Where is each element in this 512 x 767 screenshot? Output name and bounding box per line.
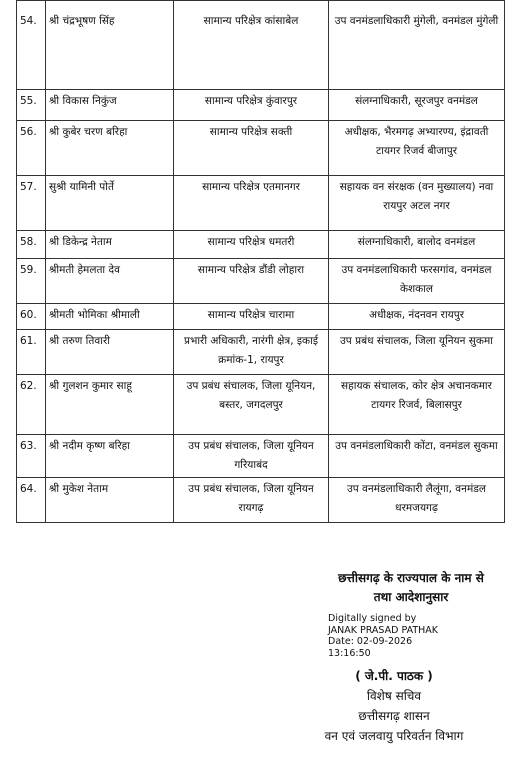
- signature-time: 13:16:50: [328, 647, 371, 659]
- new-posting: उप वनमंडलाधिकारी मुंगेली, वनमंडल मुंगेली: [329, 1, 505, 90]
- employee-name: श्री चंद्रभूषण सिंह: [46, 1, 174, 90]
- new-posting: सहायक संचालक, कोर क्षेत्र अचानकमार टायगर रिजर्व, बिलासपुर: [329, 375, 505, 435]
- signature-line-2: JANAK PRASAD PATHAK: [328, 624, 439, 636]
- table-row: [17, 330, 505, 375]
- row-number: 55.: [17, 90, 46, 121]
- current-posting: प्रभारी अधिकारी, नारंगी क्षेत्र, इकाई क्रमांक-1, रायपुर: [174, 330, 329, 375]
- table-row: [17, 176, 505, 231]
- row-number: 57.: [17, 176, 46, 231]
- new-posting: उप प्रबंध संचालक, जिला यूनियन सुकमा: [329, 330, 505, 375]
- transfer-table-body: [17, 1, 505, 523]
- table-row: [17, 259, 505, 304]
- current-posting: सामान्य परिक्षेत्र चारामा: [174, 304, 329, 330]
- employee-name: श्रीमती भोमिका श्रीमाली: [46, 304, 174, 330]
- employee-name: सुश्री यामिनी पोर्ते: [46, 176, 174, 231]
- row-number: 59.: [17, 259, 46, 304]
- employee-name: श्री गुलशन कुमार साहू: [46, 375, 174, 435]
- current-posting: उप प्रबंध संचालक, जिला यूनियन, बस्तर, जगदलपुर: [174, 375, 329, 435]
- order-line-2: तथा आदेशानुसार: [373, 590, 449, 604]
- current-posting: सामान्य परिक्षेत्र धमतरी: [174, 231, 329, 259]
- new-posting: अधीक्षक, नंदनवन रायपुर: [329, 304, 505, 330]
- row-number: 58.: [17, 231, 46, 259]
- designation-2: छत्तीसगढ़ शासन: [358, 709, 430, 723]
- row-number: 56.: [17, 121, 46, 176]
- new-posting: उप वनमंडलाधिकारी लैलूंगा, वनमंडल धरमजयगढ़: [329, 478, 505, 523]
- row-number: 63.: [17, 435, 46, 478]
- digital-signature: [328, 613, 438, 659]
- signature-date: Date: 02-09-2026: [328, 636, 413, 647]
- order-line-1: छत्तीसगढ़ के राज्यपाल के नाम से: [338, 571, 484, 585]
- employee-name: श्री विकास निकुंज: [46, 90, 174, 121]
- new-posting: उप वनमंडलाधिकारी फरसगांव, वनमंडल केशकाल: [329, 259, 505, 304]
- row-number: 54.: [17, 1, 46, 90]
- row-number: 61.: [17, 330, 46, 375]
- row-number: 62.: [17, 375, 46, 435]
- table-row: [17, 1, 505, 90]
- new-posting: सहायक वन संरक्षक (वन मुख्यालय) नवा रायपुर अटल नगर: [329, 176, 505, 231]
- transfer-table: [16, 0, 505, 523]
- employee-name: श्री मुकेश नेताम: [46, 478, 174, 523]
- current-posting: सामान्य परिक्षेत्र कांसाबेल: [174, 1, 329, 90]
- row-number: 60.: [17, 304, 46, 330]
- designation-1: विशेष सचिव: [366, 689, 422, 703]
- current-posting: सामान्य परिक्षेत्र सक्ती: [174, 121, 329, 176]
- signature-line-1: Digitally signed by: [328, 613, 417, 624]
- employee-name: श्री कुबेर चरण बरिहा: [46, 121, 174, 176]
- new-posting: संलग्नाधिकारी, बालोद वनमंडल: [329, 231, 505, 259]
- current-posting: सामान्य परिक्षेत्र एतमानगर: [174, 176, 329, 231]
- new-posting: संलग्नाधिकारी, सूरजपुर वनमंडल: [329, 90, 505, 121]
- row-number: 64.: [17, 478, 46, 523]
- table-row: [17, 231, 505, 259]
- new-posting: अधीक्षक, भैरमगढ़ अभ्यारण्य, इंद्रावती टायगर रिजर्व बीजापुर: [329, 121, 505, 176]
- employee-name: श्री डिकेन्द्र नेताम: [46, 231, 174, 259]
- table-row: [17, 435, 505, 478]
- officer-name: ( जे.पी. पाठक ): [355, 669, 433, 683]
- table-row: [17, 90, 505, 121]
- current-posting: सामान्य परिक्षेत्र कुंवारपुर: [174, 90, 329, 121]
- current-posting: सामान्य परिक्षेत्र डौंडी लोहारा: [174, 259, 329, 304]
- current-posting: उप प्रबंध संचालक, जिला यूनियन गरियाबंद: [174, 435, 329, 478]
- employee-name: श्री तरुण तिवारी: [46, 330, 174, 375]
- table-row: [17, 121, 505, 176]
- employee-name: श्रीमती हेमलता देव: [46, 259, 174, 304]
- employee-name: श्री नदीम कृष्ण बरिहा: [46, 435, 174, 478]
- designation-3: वन एवं जलवायु परिवर्तन विभाग: [324, 729, 464, 743]
- new-posting: उप वनमंडलाधिकारी कोंटा, वनमंडल सुकमा: [329, 435, 505, 478]
- table-row: [17, 375, 505, 435]
- table-row: [17, 478, 505, 523]
- current-posting: उप प्रबंध संचालक, जिला यूनियन रायगढ़: [174, 478, 329, 523]
- table-row: [17, 304, 505, 330]
